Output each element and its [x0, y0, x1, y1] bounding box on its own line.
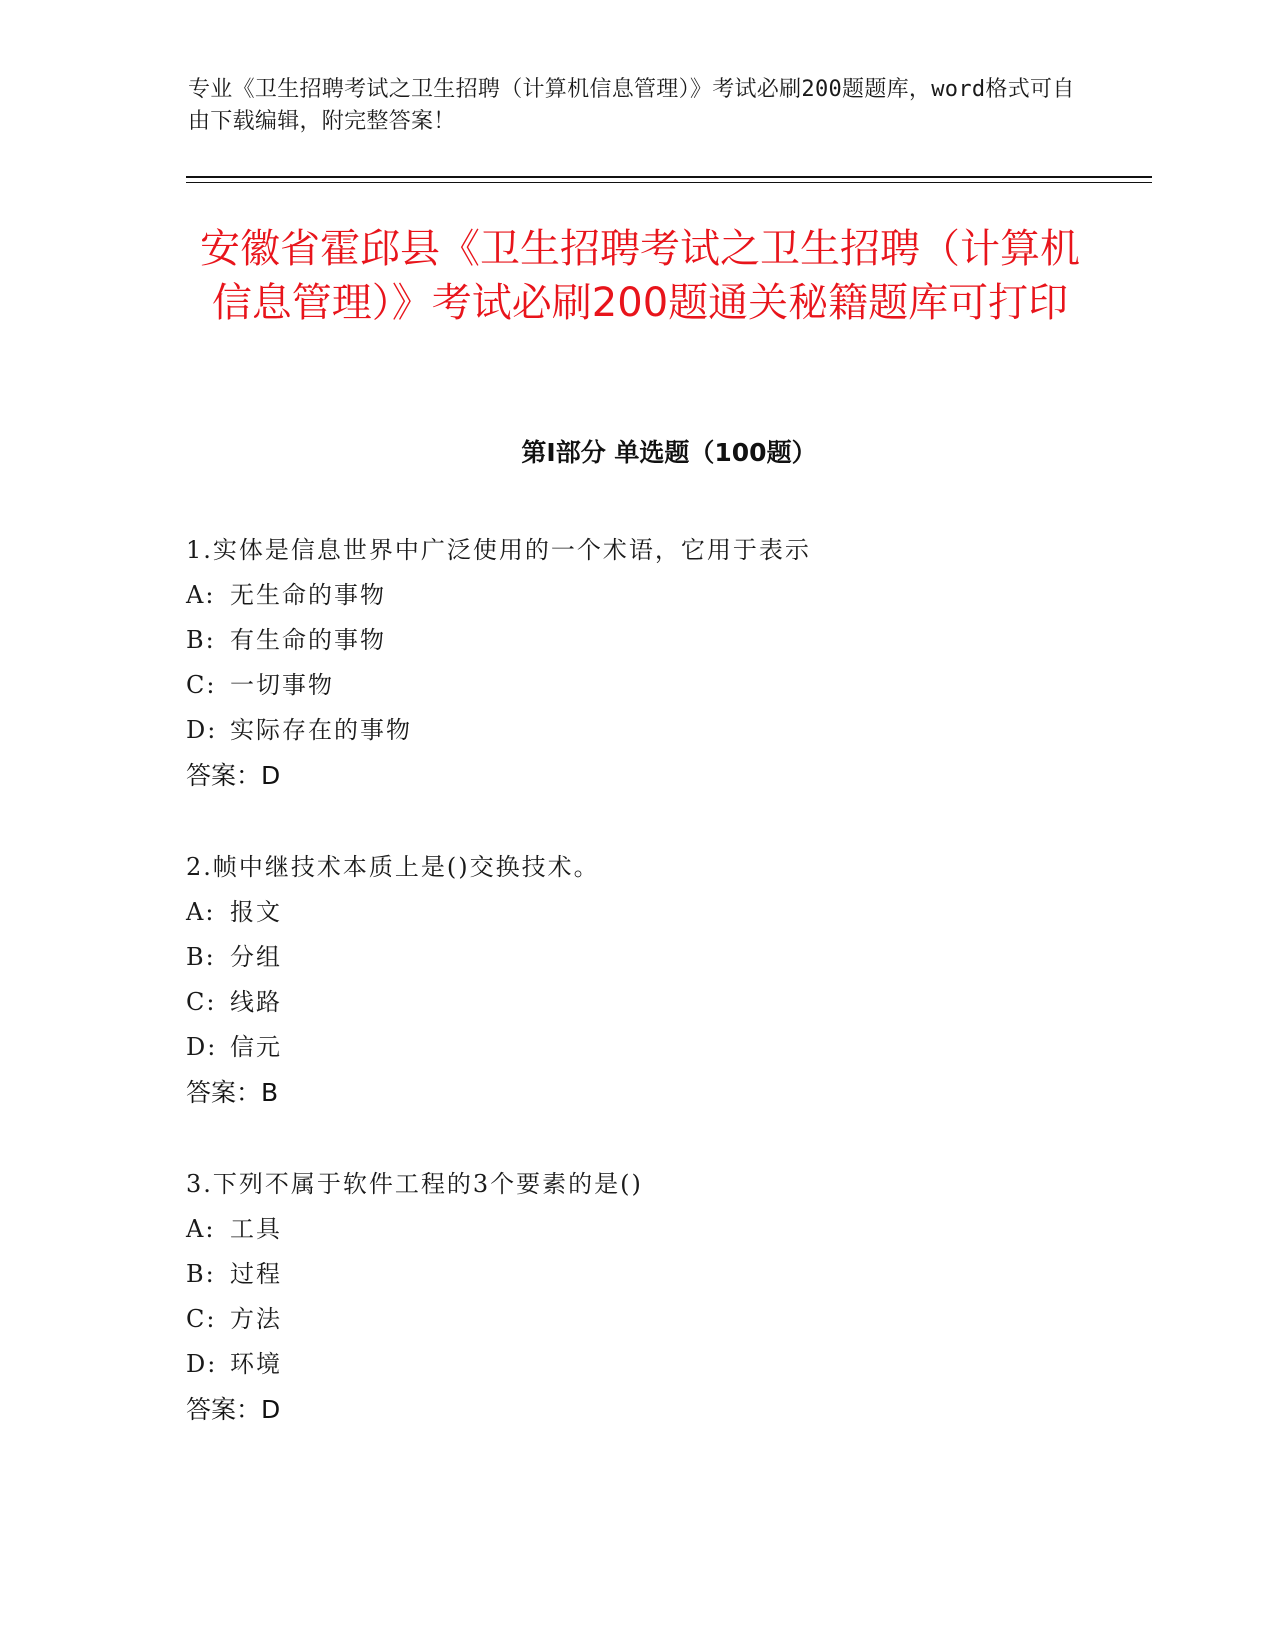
- option-key: C:: [186, 1305, 217, 1333]
- option-key: A:: [186, 898, 216, 926]
- option-key: C:: [186, 988, 217, 1016]
- option-text: 一切事物: [230, 671, 334, 699]
- option-c: [186, 1297, 1146, 1342]
- question-stem: 2.帧中继技术本质上是()交换技术。: [186, 853, 600, 881]
- option-text: 信元: [230, 1033, 282, 1061]
- header-rule-thick: [186, 176, 1152, 178]
- question-stem: 3.下列不属于软件工程的3个要素的是(): [186, 1170, 643, 1198]
- question-stem: 1.实体是信息世界中广泛使用的一个术语，它用于表示: [186, 536, 811, 564]
- document-title: 安徽省霍邱县《卫生招聘考试之卫生招聘（计算机信息管理）》考试必刷200题通关秘籍题库可打印: [200, 226, 1080, 326]
- option-c: [186, 663, 1146, 708]
- option-key: D:: [186, 1033, 218, 1061]
- option-key: B:: [186, 1260, 216, 1288]
- option-b: [186, 1252, 1146, 1297]
- option-text: 报文: [230, 898, 282, 926]
- option-text: 分组: [230, 943, 282, 971]
- header-note: 专业《卫生招聘考试之卫生招聘（计算机信息管理）》考试必刷200题题库，word格式可自由下载编辑，附完整答案！: [188, 77, 1075, 134]
- option-d: [186, 1342, 1146, 1387]
- answer-line: 答案：D: [186, 761, 281, 790]
- answer-line: 答案：B: [186, 1078, 279, 1107]
- option-text: 环境: [230, 1350, 282, 1378]
- option-text: 工具: [230, 1215, 282, 1243]
- option-b: [186, 935, 1146, 980]
- answer-line: 答案：D: [186, 1395, 281, 1424]
- option-key: B:: [186, 943, 216, 971]
- question-1: [186, 528, 1146, 798]
- header-rule-thin: [186, 182, 1152, 183]
- option-d: [186, 1025, 1146, 1070]
- option-text: 过程: [230, 1260, 282, 1288]
- option-text: 方法: [230, 1305, 282, 1333]
- option-key: A:: [186, 1215, 216, 1243]
- option-text: 线路: [230, 988, 282, 1016]
- option-d: [186, 708, 1146, 753]
- option-a: [186, 890, 1146, 935]
- option-a: [186, 1207, 1146, 1252]
- option-key: A:: [186, 581, 216, 609]
- section-title: 第Ⅰ部分 单选题（100题）: [521, 438, 817, 467]
- option-key: D:: [186, 1350, 218, 1378]
- question-3: [186, 1162, 1146, 1432]
- option-key: C:: [186, 671, 217, 699]
- option-a: [186, 573, 1146, 618]
- option-text: 有生命的事物: [230, 626, 386, 654]
- option-b: [186, 618, 1146, 663]
- option-text: 实际存在的事物: [230, 716, 412, 744]
- question-2: [186, 845, 1146, 1115]
- option-text: 无生命的事物: [230, 581, 386, 609]
- option-key: D:: [186, 716, 218, 744]
- option-key: B:: [186, 626, 216, 654]
- option-c: [186, 980, 1146, 1025]
